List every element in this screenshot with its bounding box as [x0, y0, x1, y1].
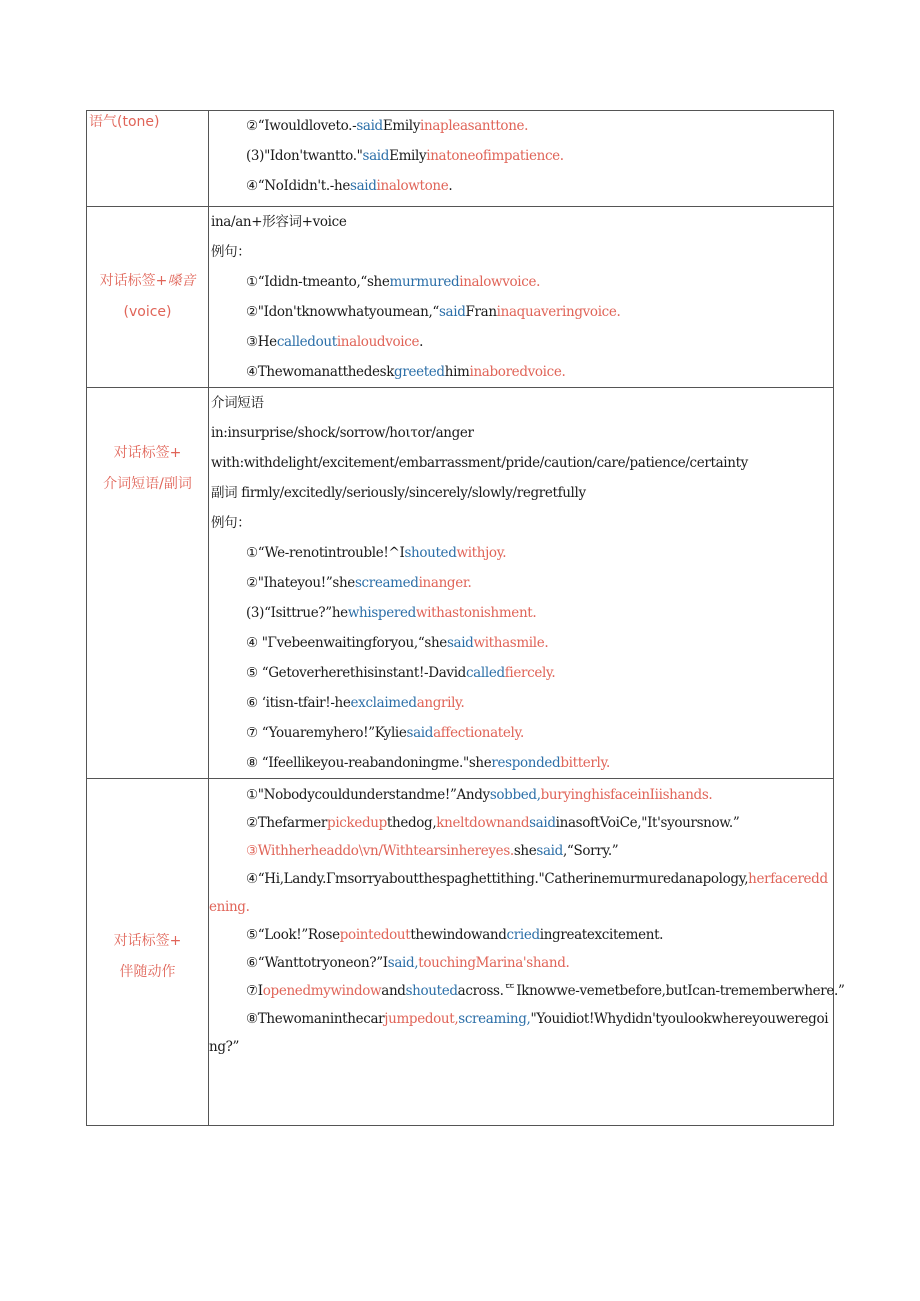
line-text: Fran [465, 304, 497, 320]
row-head-label [87, 266, 208, 297]
line-text: ②"Idon'tknowwhatyoumean,“ [246, 304, 439, 320]
manner-phrase: withjoy. [456, 545, 507, 561]
tone-table [86, 110, 845, 1126]
example-line [209, 267, 833, 297]
speech-verb: cried [506, 927, 540, 943]
row-phrase [87, 388, 834, 779]
line-text: she [513, 843, 537, 859]
line-text: Emily [389, 148, 427, 164]
line-text: he [334, 178, 350, 194]
manner-phrase: buryinghisfaceinIiishands. [540, 787, 713, 803]
line-text: ④“Hi,Landy.Γmsorryaboutthespaghettithing."Catherinemurmuredanapology, [246, 871, 749, 887]
intro-line: 副词 firmly/excitedly/seriously/sincerely/slowly/regretfully [211, 485, 586, 501]
manner-phrase: affectionately. [433, 725, 524, 741]
row-body [209, 111, 834, 207]
row-action [87, 779, 834, 1126]
line-text: ①“We-renotintrouble!^I [246, 545, 405, 561]
manner-phrase: inaquaveringvoice. [496, 304, 621, 320]
speech-verb: said [536, 843, 563, 859]
line-text: ②"Ihateyou!”she [246, 575, 355, 591]
speech-verb: said [438, 304, 466, 320]
example-line [209, 658, 833, 688]
manner-phrase: bitterly. [560, 755, 610, 771]
speech-verb: called [465, 665, 505, 681]
example-line [209, 628, 833, 658]
row-tone [87, 111, 834, 207]
example-line [209, 357, 833, 387]
row-head-label-2: 介词短语/副词 [103, 476, 192, 492]
example-line [209, 327, 833, 357]
line-text: ⑧ “Ifeellikeyou-reabandoningme."she [246, 755, 492, 771]
line-text: ①"Nobodycouldunderstandme!”Andy [246, 787, 490, 803]
line-text: "Youidiot!Whydidn'tyoulookwhereyouweregoing?” [209, 1011, 829, 1055]
example-label: 例句： [211, 515, 251, 531]
manner-phrase: openedmywindow [262, 983, 382, 999]
manner-phrase: angrily. [416, 695, 465, 711]
line-text: ①“Ididn-tmeanto,“she [246, 274, 390, 290]
line-text: inasoftVoiCe,"It'syoursnow.” [555, 815, 740, 831]
example-line [209, 977, 845, 1005]
line-text: . [448, 178, 453, 194]
speech-verb: shouted [404, 545, 457, 561]
speech-verb: responded [491, 755, 561, 771]
manner-phrase: jumpedout, [384, 1011, 459, 1027]
intro-line: in:insurprise/shock/sorrow/hoιτor/anger [211, 425, 474, 441]
row-head-label-a: 对话标签+ [99, 273, 168, 289]
row-head [87, 779, 209, 1126]
row-body [209, 388, 834, 779]
manner-phrase: pickedup [327, 815, 387, 831]
speech-verb: screaming, [458, 1011, 531, 1027]
manner-phrase: withastonishment. [415, 605, 537, 621]
example-line [209, 297, 833, 327]
row-head-label-b: 嗓音 [167, 273, 196, 289]
line-text: across.ᄄIknowwe-vemetbefore,butIcan-trememberwhere.” [457, 983, 845, 999]
row-head-label: 语气(tone) [89, 114, 160, 130]
manner-phrase: withasmile. [473, 635, 549, 651]
manner-phrase: herfacereddening. [209, 871, 828, 915]
manner-phrase: pointedout [339, 927, 411, 943]
speech-verb: greeted [394, 364, 445, 380]
line-text: ,“Sorry.” [562, 843, 619, 859]
example-line [209, 865, 833, 921]
line-text: ⑥“Wanttotryoneon?”I [246, 955, 388, 971]
example-line [209, 111, 833, 141]
manner-phrase: inatoneofimpatience. [426, 148, 564, 164]
line-text: ③He [246, 334, 277, 350]
row-body [209, 207, 834, 388]
row-voice [87, 207, 834, 388]
line-text: Emily [382, 118, 421, 134]
line-text: and [381, 983, 406, 999]
example-line [209, 1005, 833, 1061]
example-line [209, 748, 833, 778]
manner-phrase: inalowvoice. [459, 274, 541, 290]
speech-verb: said [446, 635, 474, 651]
line-text: ⑧Thewomaninthecar [246, 1011, 385, 1027]
example-label: 例句： [211, 244, 251, 260]
speech-verb: shouted [405, 983, 458, 999]
speech-verb: exclaimed [350, 695, 417, 711]
example-line [209, 781, 833, 809]
row-head-label-2: 伴随动作 [119, 964, 176, 980]
row-head [87, 111, 209, 207]
line-text: ④Thewomanatthedesk [246, 364, 395, 380]
speech-verb: sobbed, [489, 787, 541, 803]
manner-phrase: inalowtone [376, 178, 449, 194]
manner-phrase: inaloudvoice [336, 334, 420, 350]
line-text: (3)"Idon'twantto." [246, 148, 363, 164]
line-text: . [419, 334, 424, 350]
example-line [209, 171, 833, 201]
row-head [87, 207, 209, 388]
line-text: ⑥ ‘itisn-tfair!-he [246, 695, 351, 711]
speech-verb: said [350, 178, 377, 194]
example-line [209, 921, 833, 949]
line-text: ②Thefarmer [246, 815, 328, 831]
row-head-label: 对话标签+ [113, 445, 182, 461]
line-text: ⑦ “Youaremyhero!”Kylie [246, 725, 407, 741]
line-text: ⑤“Look!”Rose [246, 927, 340, 943]
speech-verb: whispered [347, 605, 416, 621]
speech-verb: calledout [276, 334, 337, 350]
example-line [209, 568, 833, 598]
row-body [209, 779, 845, 1126]
manner-phrase: fiercely. [504, 665, 556, 681]
speech-verb: said [406, 725, 434, 741]
line-text: him [444, 364, 470, 380]
example-line [209, 809, 833, 837]
example-line [209, 141, 833, 171]
line-text: ④ "Γvebeenwaitingforyou,“she [246, 635, 447, 651]
manner-phrase: Withherheaddo\vn/Withtearsinhereyes. [257, 843, 514, 859]
example-line [209, 598, 833, 628]
speech-verb: said [356, 118, 383, 134]
row-head [87, 388, 209, 779]
manner-phrase: inanger. [418, 575, 472, 591]
line-text: ②“Iwouldloveto.- [246, 118, 357, 134]
manner-phrase: inapleasanttone. [420, 118, 529, 134]
line-text: ingreatexcitement. [539, 927, 664, 943]
speech-verb: said [529, 815, 556, 831]
row-head-label-2: (voice) [123, 304, 172, 320]
example-line [209, 538, 833, 568]
manner-phrase: touchingMarina'shand. [418, 955, 570, 971]
line-text: ⑤ “Getoverherethisinstant!-David [246, 665, 466, 681]
line-text: ⑦I [246, 983, 263, 999]
row-head-label: 对话标签+ [113, 933, 182, 949]
line-text: thewindowand [410, 927, 507, 943]
pattern-text: ina/an+形容词+voice [211, 214, 347, 230]
line-text: ④“NoIdidn't.- [246, 178, 335, 194]
speech-verb: said [362, 148, 390, 164]
speech-verb: said, [387, 955, 419, 971]
speech-verb: screamed [354, 575, 419, 591]
manner-phrase: inaboredvoice. [469, 364, 566, 380]
line-text: (3)“Isittrue?”he [246, 605, 348, 621]
example-line [209, 949, 833, 977]
intro-line: with:withdelight/excitement/embarrassment/pride/caution/care/patience/certainty [211, 455, 748, 471]
speech-verb: murmured [389, 274, 460, 290]
intro-line: 介词短语 [211, 395, 264, 411]
example-line [209, 837, 833, 865]
line-text: thedog, [386, 815, 437, 831]
manner-phrase: kneltdownand [436, 815, 530, 831]
example-line [209, 718, 833, 748]
example-line [209, 688, 833, 718]
manner-phrase: ③ [246, 843, 258, 859]
